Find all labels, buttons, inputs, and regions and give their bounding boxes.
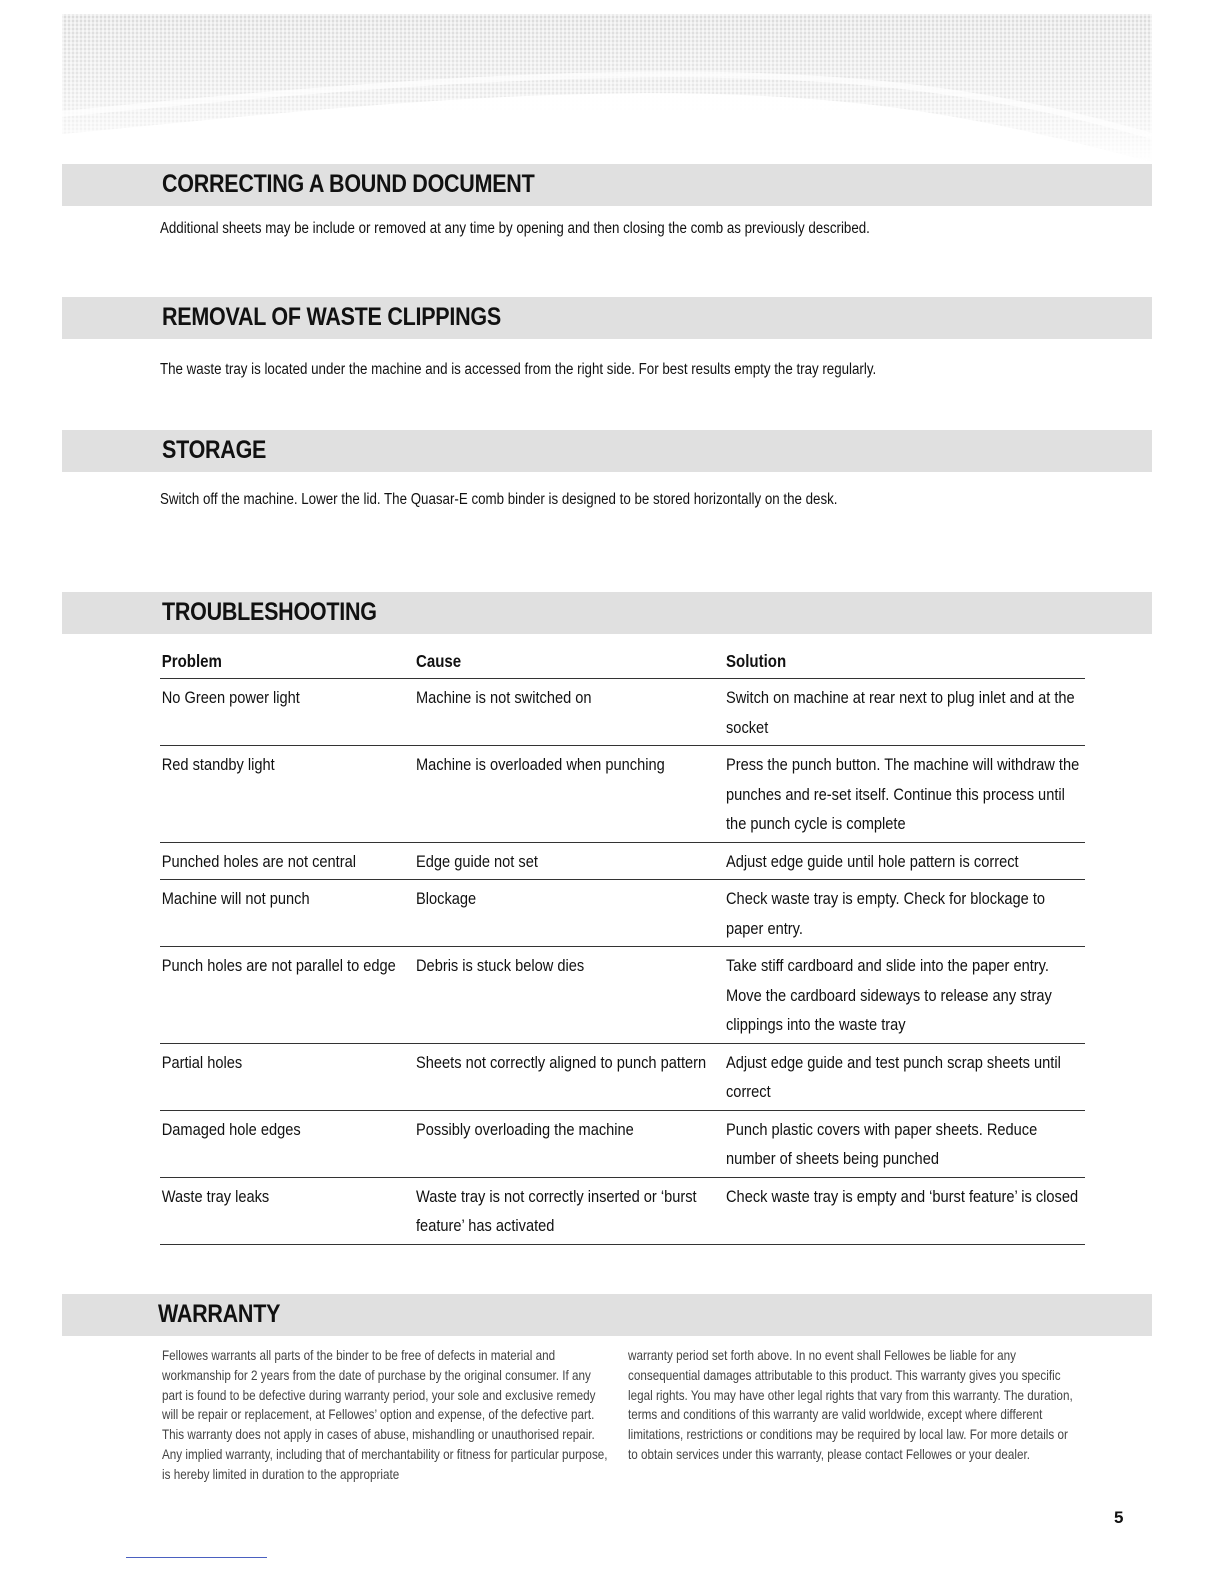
cell-cause: Edge guide not set [416,842,726,880]
storage-text: Switch off the machine. Lower the lid. The Quasar-E comb binder is designed to be stored horizontally on the desk. [160,491,838,508]
cell-solution: Check waste tray is empty and ‘burst feature’ is closed [726,1177,1085,1244]
removal-text: The waste tray is located under the machine and is accessed from the right side. For best results empty the tray regularly. [160,361,877,378]
cell-cause: Possibly overloading the machine [416,1110,726,1177]
cell-solution: Press the punch button. The machine will withdraw the punches and re-set itself. Continue this process until the punch cycle is complete [726,746,1085,843]
section-bar-warranty [62,1294,1152,1336]
cell-cause: Sheets not correctly aligned to punch pattern [416,1043,726,1110]
cell-problem: Machine will not punch [160,880,416,947]
header-graphic [62,14,1152,164]
troubleshooting-table [160,644,1085,1245]
section-bar-troubleshooting [62,592,1152,634]
table-header-row [160,644,1085,679]
cell-cause: Waste tray is not correctly inserted or ‘burst feature’ has activated [416,1177,726,1244]
header-wave [62,14,1152,164]
section-title-troubleshooting: TROUBLESHOOTING [162,598,377,626]
table-row [160,746,1085,843]
section-title-removal: REMOVAL OF WASTE CLIPPINGS [162,303,501,331]
table-row [160,947,1085,1044]
cell-solution: Punch plastic covers with paper sheets. Reduce number of sheets being punched [726,1110,1085,1177]
cell-problem: Partial holes [160,1043,416,1110]
table-row [160,1043,1085,1110]
cell-problem: Waste tray leaks [160,1177,416,1244]
section-bar-removal [62,297,1152,339]
cell-solution: Take stiff cardboard and slide into the paper entry. Move the cardboard sideways to release any stray clippings into the waste tray [726,947,1085,1044]
table-row [160,1177,1085,1244]
warranty-text-col2: warranty period set forth above. In no event shall Fellowes be liable for any consequential damages attributable to this product. This warranty gives you specific legal rights. You may have other legal rights that vary from this warranty. The duration, terms and conditions of this warranty are valid worldwide, except where different limitations, restrictions or conditions may be required by local law. For more details or to obtain services under this warranty, please contact Fellowes or your dealer. [628,1348,1073,1462]
cell-solution: Switch on machine at rear next to plug inlet and at the socket [726,679,1085,746]
page-number: 5 [1114,1508,1124,1527]
bottom-link-underline [126,1557,267,1558]
cell-problem: No Green power light [160,679,416,746]
section-bar-correcting [62,164,1152,206]
cell-cause: Blockage [416,880,726,947]
header-cause: Cause [416,644,726,679]
table-row [160,679,1085,746]
table-row [160,842,1085,880]
table-row [160,880,1085,947]
cell-problem: Red standby light [160,746,416,843]
section-title-warranty: WARRANTY [158,1300,281,1328]
cell-cause: Debris is stuck below dies [416,947,726,1044]
cell-problem: Damaged hole edges [160,1110,416,1177]
warranty-text-col1: Fellowes warrants all parts of the binder to be free of defects in material and workmanship for 2 years from the date of purchase by the original consumer. If any part is found to be defective during warranty period, your sole and exclusive remedy will be repair or replacement, at Fellowes’ option and expense, of the defective part. This warranty does not apply in cases of abuse, mishandling or unauthorised repair. Any implied warranty, including that of merchantability or fitness for particular purpose, is hereby limited in duration to the appropriate [162,1348,608,1482]
table-row [160,1110,1085,1177]
header-problem: Problem [160,644,416,679]
cell-cause: Machine is overloaded when punching [416,746,726,843]
section-bar-storage [62,430,1152,472]
section-title-storage: STORAGE [162,436,267,464]
cell-solution: Adjust edge guide until hole pattern is correct [726,842,1085,880]
header-solution: Solution [726,644,1085,679]
section-title-correcting: CORRECTING A BOUND DOCUMENT [162,170,535,198]
correcting-text: Additional sheets may be include or removed at any time by opening and then closing the comb as previously described. [160,220,870,237]
cell-problem: Punched holes are not central [160,842,416,880]
cell-solution: Check waste tray is empty. Check for blockage to paper entry. [726,880,1085,947]
cell-solution: Adjust edge guide and test punch scrap sheets until correct [726,1043,1085,1110]
cell-cause: Machine is not switched on [416,679,726,746]
cell-problem: Punch holes are not parallel to edge [160,947,416,1044]
